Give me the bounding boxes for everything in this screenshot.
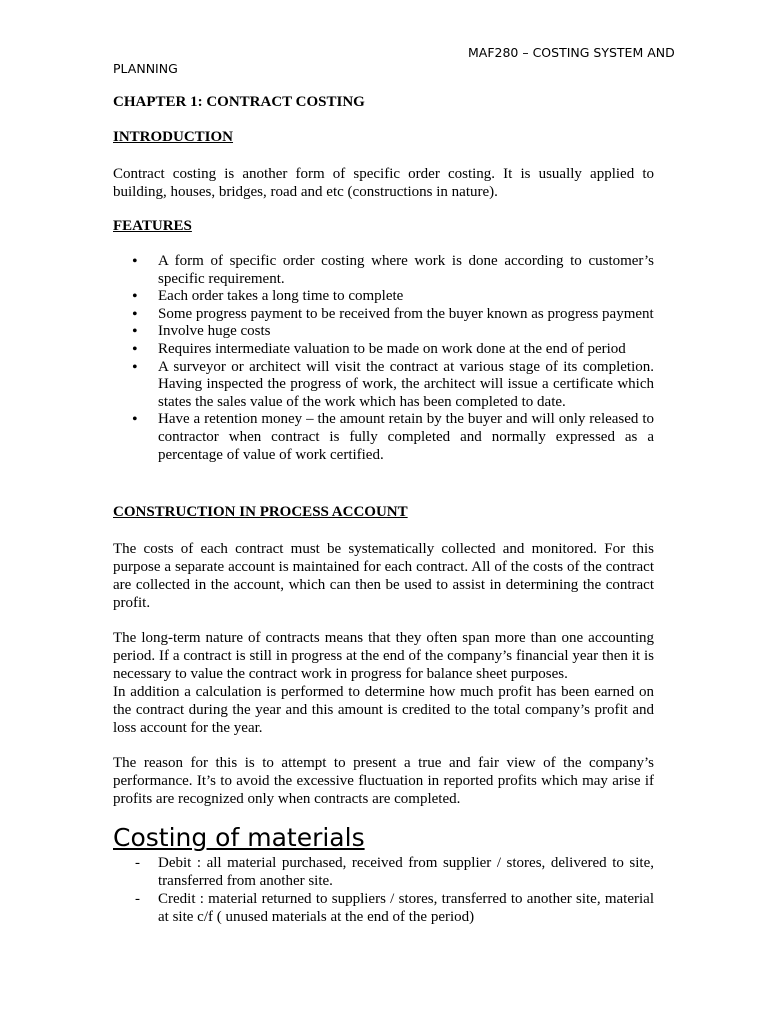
bullet-icon: • <box>132 411 138 429</box>
list-item <box>113 288 654 306</box>
introduction-paragraph: Contract costing is another form of specific order costing. It is usually applied to building, houses, bridges, road and etc (constructions in nature). <box>113 166 654 200</box>
list-item <box>113 854 654 890</box>
bullet-icon: • <box>132 358 138 376</box>
construction-paragraph-2: The long-term nature of contracts means that they often span more than one accounting period. If a contract is still in progress at the end of the company’s financial year then it is necessary to value the contract work in progress for balance sheet purposes. <box>113 630 654 682</box>
materials-credit-text: Credit : material returned to suppliers / stores, transferred to another site, material at site c/f ( unused materials at the end of the period) <box>158 891 654 925</box>
dash-icon: - <box>135 891 140 907</box>
materials-debit-text: Debit : all material purchased, received from supplier / stores, delivered to site, transferred from another site. <box>158 855 654 889</box>
dash-icon: - <box>135 855 140 871</box>
bullet-icon: • <box>132 323 138 341</box>
list-item <box>113 359 654 412</box>
feature-text: A surveyor or architect will visit the contract at various stage of its completion. Having inspected the progress of work, the architect will issue a certificate which states the sales value of the work which has been completed to date. <box>158 358 654 410</box>
construction-heading: CONSTRUCTION IN PROCESS ACCOUNT <box>113 504 408 520</box>
bullet-icon: • <box>132 305 138 323</box>
feature-text: Have a retention money – the amount retain by the buyer and will only released to contractor when contract is fully completed and normally expressed as a percentage of value of work certified. <box>158 411 654 463</box>
list-item <box>113 411 654 464</box>
bullet-icon: • <box>132 253 138 270</box>
list-item <box>113 323 654 341</box>
materials-list <box>113 854 654 926</box>
feature-text: Requires intermediate valuation to be made on work done at the end of period <box>158 340 626 357</box>
chapter-title: CHAPTER 1: CONTRACT COSTING <box>113 94 365 110</box>
features-heading: FEATURES <box>113 218 192 234</box>
feature-text: Involve huge costs <box>158 323 271 340</box>
materials-heading: Costing of materials <box>113 823 365 852</box>
list-item <box>113 253 654 288</box>
feature-text: Each order takes a long time to complete <box>158 288 404 305</box>
list-item <box>113 341 654 359</box>
construction-paragraph-1: The costs of each contract must be systematically collected and monitored. For this purpose a separate account is maintained for each contract. All of the costs of the contract are collected in the account, which can then be used to assist in determining the contract profit. <box>113 541 654 611</box>
feature-text: A form of specific order costing where work is done according to customer’s specific requirement. <box>158 253 654 287</box>
header-course-title-continued: PLANNING <box>113 61 178 76</box>
bullet-icon: • <box>132 288 138 306</box>
construction-paragraph-4: The reason for this is to attempt to present a true and fair view of the company’s performance. It’s to avoid the excessive fluctuation in reported profits which may arise if profits are recognized only when contracts are completed. <box>113 755 654 807</box>
construction-paragraph-3: In addition a calculation is performed to determine how much profit has been earned on the contract during the year and this amount is credited to the total company’s profit and loss account for the year. <box>113 684 654 736</box>
header-course-title: MAF280 – COSTING SYSTEM AND <box>468 45 675 60</box>
features-list <box>113 253 654 464</box>
list-item <box>113 306 654 324</box>
list-item <box>113 890 654 926</box>
introduction-heading: INTRODUCTION <box>113 129 234 145</box>
bullet-icon: • <box>132 340 138 358</box>
feature-text: Some progress payment to be received from the buyer known as progress payment <box>158 305 654 322</box>
